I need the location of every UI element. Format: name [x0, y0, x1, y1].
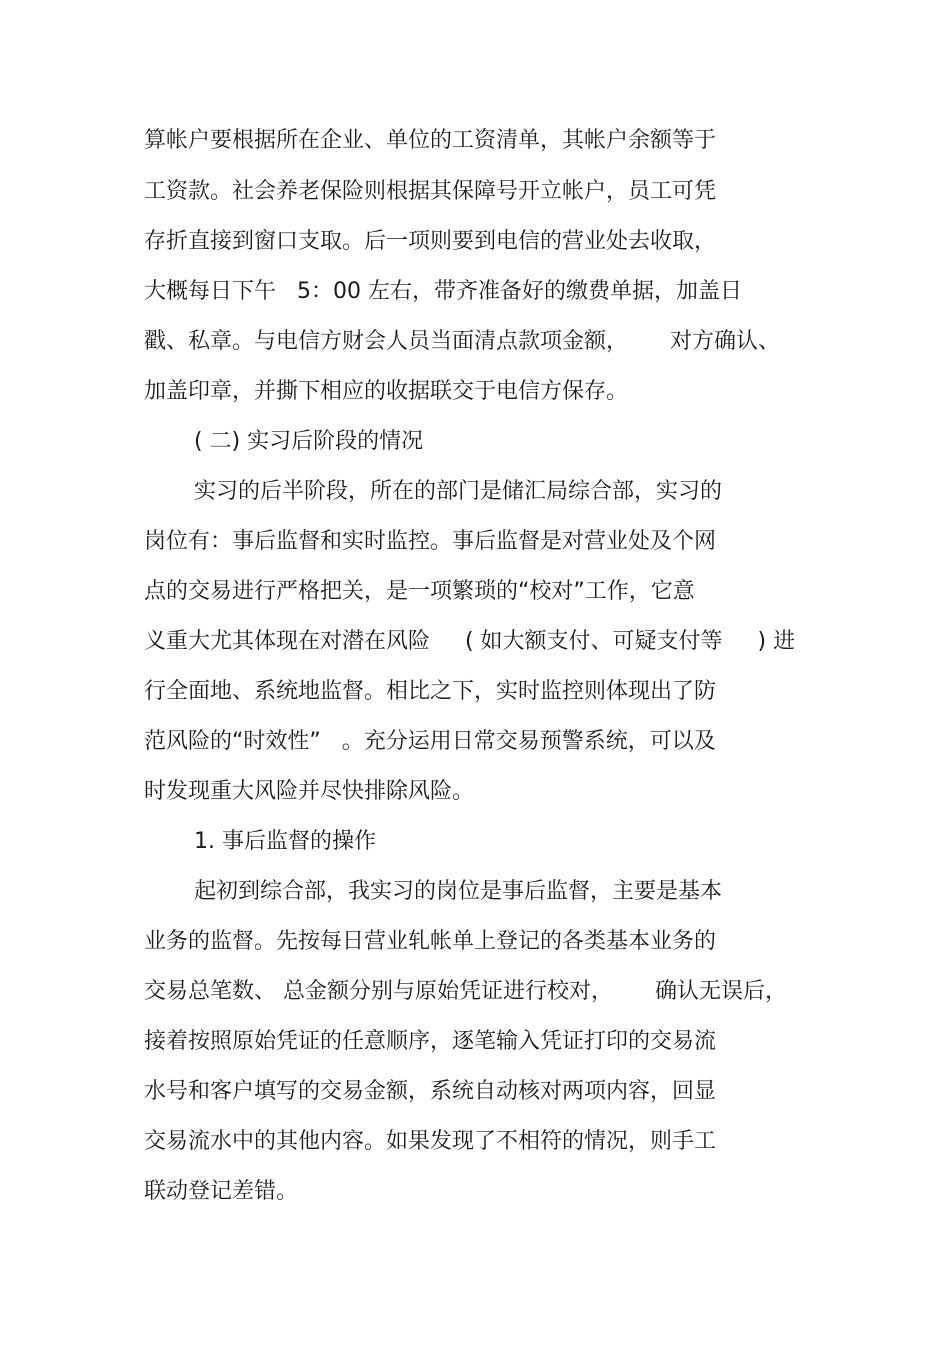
- paragraph-line: 实习的后半阶段，所在的部门是储汇局综合部，实习的: [194, 479, 723, 504]
- paragraph-line: 起初到综合部，我实习的岗位是事后监督，主要是基本: [194, 879, 723, 904]
- paragraph-line: 水号和客户填写的交易金额，系统自动核对两项内容，回显: [144, 1079, 717, 1104]
- paragraph-line: 存折直接到窗口支取。后一项则要到电信的营业处去收取，: [144, 229, 717, 254]
- paragraph-line: 算帐户要根据所在企业、单位的工资清单，其帐户余额等于: [144, 128, 717, 153]
- paragraph-line: 范风险的“时效性” 。充分运用日常交易预警系统，可以及: [144, 729, 716, 754]
- paragraph-line: 交易流水中的其他内容。如果发现了不相符的情况，则手工: [144, 1129, 717, 1154]
- paragraph-line: 岗位有：事后监督和实时监控。事后监督是对营业处及个网: [144, 529, 717, 554]
- paragraph-line: 行全面地、系统地监督。相比之下，实时监控则体现出了防: [144, 679, 717, 704]
- subsection-heading: 1. 事后监督的操作: [194, 829, 376, 854]
- paragraph-line: 工资款。社会养老保险则根据其保障号开立帐户，员工可凭: [144, 179, 717, 204]
- section-heading: ( 二) 实习后阶段的情况: [194, 429, 424, 454]
- paragraph-line: 业务的监督。先按每日营业轧帐单上登记的各类基本业务的: [144, 929, 717, 954]
- paragraph-line: 大概每日下午 5：00 左右，带齐准备好的缴费单据，加盖日: [144, 279, 742, 304]
- paragraph-line: 加盖印章，并撕下相应的收据联交于电信方保存。: [144, 379, 629, 404]
- paragraph-line: 接着按照原始凭证的任意顺序，逐笔输入凭证打印的交易流: [144, 1029, 717, 1054]
- paragraph-line: 时发现重大风险并尽快排除风险。: [144, 779, 475, 804]
- paragraph-line: 戳、私章。与电信方财会人员当面清点款项金额， 对方确认、: [144, 329, 780, 354]
- paragraph-line: 联动登记差错。: [144, 1179, 299, 1204]
- paragraph-line: 点的交易进行严格把关，是一项繁琐的“校对”工作，它意: [144, 579, 695, 604]
- paragraph-line: 交易总笔数、 总金额分别与原始凭证进行校对， 确认无误后，: [144, 979, 787, 1004]
- paragraph-line: 义重大尤其体现在对潜在风险 ( 如大额支付、可疑支付等 ) 进: [144, 629, 796, 654]
